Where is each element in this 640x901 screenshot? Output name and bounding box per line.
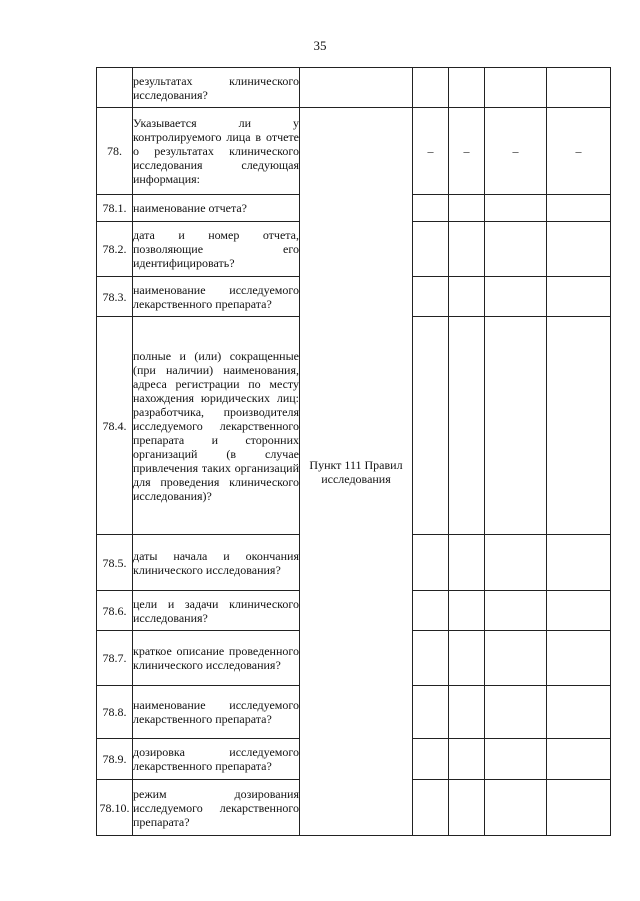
answer-no-cell (449, 631, 485, 686)
question-text: цели и задачи клинического исследования? (133, 591, 300, 631)
legal-reference-cell: Пункт 111 Правил исследования (300, 108, 413, 836)
answer-na-cell (485, 195, 547, 222)
answer-no-cell (449, 195, 485, 222)
answer-yes-cell (413, 68, 449, 108)
answer-na-cell (485, 591, 547, 631)
note-cell (547, 195, 611, 222)
row-number: 78. (97, 108, 133, 195)
answer-na-cell (485, 780, 547, 836)
answer-na-cell (485, 68, 547, 108)
answer-no-cell (449, 686, 485, 739)
row-number: 78.3. (97, 277, 133, 317)
note-cell (547, 317, 611, 535)
row-number: 78.2. (97, 222, 133, 277)
question-text: дата и номер отчета, позволяющие его идентифицировать? (133, 222, 300, 277)
row-number: 78.1. (97, 195, 133, 222)
answer-na-cell (485, 739, 547, 780)
legal-reference-cell (300, 68, 413, 108)
answer-yes-cell (413, 591, 449, 631)
row-number: 78.8. (97, 686, 133, 739)
row-number: 78.6. (97, 591, 133, 631)
question-text: результатах клинического исследования? (133, 68, 300, 108)
answer-no-cell (449, 317, 485, 535)
question-text: краткое описание проведенного клинического исследования? (133, 631, 300, 686)
note-cell (547, 277, 611, 317)
table-row (97, 108, 611, 195)
answer-no-cell (449, 277, 485, 317)
note-cell (547, 535, 611, 591)
answer-no-cell: – (449, 108, 485, 195)
answer-yes-cell: – (413, 108, 449, 195)
answer-yes-cell (413, 535, 449, 591)
answer-yes-cell (413, 195, 449, 222)
row-number: 78.10. (97, 780, 133, 836)
answer-no-cell (449, 780, 485, 836)
answer-yes-cell (413, 780, 449, 836)
row-number: 78.7. (97, 631, 133, 686)
question-text: Указывается ли у контролируемого лица в отчете о результатах клинического исследования следующая информация: (133, 108, 300, 195)
question-text: режим дозирования исследуемого лекарственного препарата? (133, 780, 300, 836)
answer-na-cell (485, 317, 547, 535)
row-number (97, 68, 133, 108)
note-cell (547, 631, 611, 686)
question-text: наименование отчета? (133, 195, 300, 222)
answer-yes-cell (413, 222, 449, 277)
note-cell (547, 68, 611, 108)
note-cell (547, 222, 611, 277)
note-cell (547, 591, 611, 631)
question-text: дозировка исследуемого лекарственного препарата? (133, 739, 300, 780)
answer-no-cell (449, 739, 485, 780)
question-text: наименование исследуемого лекарственного препарата? (133, 686, 300, 739)
answer-yes-cell (413, 317, 449, 535)
answer-na-cell (485, 277, 547, 317)
checklist-table (96, 67, 611, 836)
answer-no-cell (449, 222, 485, 277)
answer-na-cell (485, 686, 547, 739)
note-cell: – (547, 108, 611, 195)
row-number: 78.9. (97, 739, 133, 780)
answer-na-cell: – (485, 108, 547, 195)
note-cell (547, 739, 611, 780)
answer-na-cell (485, 535, 547, 591)
answer-yes-cell (413, 631, 449, 686)
answer-no-cell (449, 68, 485, 108)
answer-yes-cell (413, 739, 449, 780)
note-cell (547, 780, 611, 836)
table-row-continuation (97, 68, 611, 108)
question-text: даты начала и окончания клинического исследования? (133, 535, 300, 591)
question-text: наименование исследуемого лекарственного препарата? (133, 277, 300, 317)
note-cell (547, 686, 611, 739)
answer-no-cell (449, 535, 485, 591)
page-number: 35 (313, 38, 327, 53)
question-text: полные и (или) сокращенные (при наличии) наименования, адреса регистрации по месту нахождения юридических лиц: разработчика, производителя исследуемого лекарственного препарата и сторонних организаций (в случае привлечения таких организаций для проведения клинического исследования)? (133, 317, 300, 535)
answer-no-cell (449, 591, 485, 631)
answer-na-cell (485, 631, 547, 686)
row-number: 78.4. (97, 317, 133, 535)
answer-yes-cell (413, 686, 449, 739)
answer-yes-cell (413, 277, 449, 317)
row-number: 78.5. (97, 535, 133, 591)
answer-na-cell (485, 222, 547, 277)
